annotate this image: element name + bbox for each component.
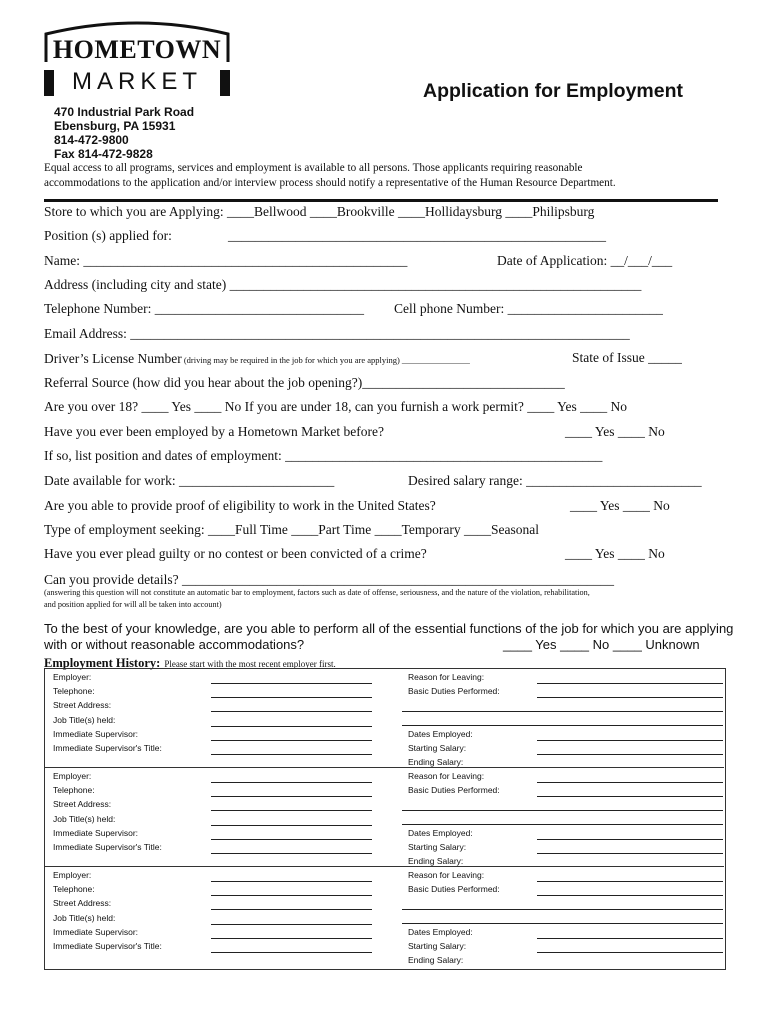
- employer-3-duties-label: Basic Duties Performed:: [408, 884, 500, 895]
- address-field[interactable]: Address (including city and state) _____________________________________________________________: [44, 277, 642, 292]
- employer-3-duties-line-2[interactable]: [402, 909, 723, 910]
- employer-3-employer-line[interactable]: [211, 881, 372, 882]
- employer-2-duties-line-1[interactable]: [537, 796, 723, 797]
- logo-right-block: [220, 70, 230, 96]
- employer-2-job-title-s-held-line[interactable]: [211, 825, 372, 826]
- employer-2-reason-label: Reason for Leaving:: [408, 771, 485, 781]
- employer-2-dates-label: Dates Employed:: [408, 828, 473, 838]
- essential-functions-line1: To the best of your knowledge, are you able to perform all of the essential functions of the job for which you are applying: [44, 621, 734, 636]
- employer-2-street-address-line[interactable]: [211, 810, 372, 811]
- employer-2-immediate-supervisor-line[interactable]: [211, 839, 372, 840]
- desired-salary-field[interactable]: Desired salary range: __________________________: [408, 473, 702, 488]
- employer-1-duties-line-2[interactable]: [402, 711, 723, 712]
- cell-phone-field[interactable]: Cell phone Number: _______________________: [394, 301, 663, 316]
- employer-1-job-title-s-held-label: Job Title(s) held:: [53, 714, 116, 725]
- employment-history-title: Employment History:: [44, 656, 161, 670]
- list-position-field[interactable]: If so, list position and dates of employment: _______________________________________________: [44, 448, 603, 463]
- employer-3-immediate-supervisor-line[interactable]: [211, 938, 372, 939]
- employer-3-duties-line-3[interactable]: [402, 923, 723, 924]
- employer-1-employer-line[interactable]: [211, 683, 372, 684]
- employer-1-reason-line[interactable]: [537, 683, 723, 684]
- state-of-issue-field[interactable]: State of Issue _____: [572, 350, 682, 365]
- details-field[interactable]: Can you provide details? ________________________________________________________________: [44, 572, 614, 587]
- page-title: Application for Employment: [423, 80, 684, 102]
- details-note-line1: (answering this question will not constitute an automatic bar to employment, factors such as date of offense, seriousness, and the nature of the violation, rehabilitation,: [44, 588, 590, 597]
- employer-2-ending-salary-label: Ending Salary:: [408, 856, 464, 867]
- employer-3-street-address-label: Street Address:: [53, 898, 112, 909]
- drivers-license-field[interactable]: [44, 350, 470, 368]
- address-phone: 814-472-9800: [54, 133, 129, 147]
- employer-2-starting-salary-line[interactable]: [537, 853, 723, 854]
- employer-1-starting-salary-label: Starting Salary:: [408, 743, 467, 754]
- drivers-license-label: Driver’s License Number: [44, 351, 182, 366]
- logo-hometown-text: HOMETOWN: [52, 35, 222, 64]
- employer-2-employer-label: Employer:: [53, 771, 92, 781]
- employer-1-telephone-line[interactable]: [211, 697, 372, 698]
- employment-type-question[interactable]: Type of employment seeking: ____Full Time ____Part Time ____Temporary ____Seasonal: [44, 522, 539, 537]
- employer-1-dates-line[interactable]: [537, 740, 723, 741]
- eligibility-question: Are you able to provide proof of eligibility to work in the United States?: [44, 498, 436, 513]
- address-city: Ebensburg, PA 15931: [54, 119, 176, 133]
- employer-1-immediate-supervisor-s-title-label: Immediate Supervisor's Title:: [53, 743, 162, 753]
- employer-1-duties-line-3[interactable]: [402, 725, 723, 726]
- employed-before-question: Have you ever been employed by a Hometown Market before?: [44, 424, 384, 439]
- employer-block-divider-2: [44, 866, 724, 867]
- equal-access-line1: Equal access to all programs, services and employment is available to all persons. Those applicants requiring reasonable: [44, 162, 583, 174]
- hometown-market-logo: [44, 18, 230, 100]
- employer-3-immediate-supervisor-s-title-line[interactable]: [211, 952, 372, 953]
- logo-left-block: [44, 70, 54, 96]
- conviction-yes-no[interactable]: ____ Yes ____ No: [565, 546, 665, 561]
- employer-2-dates-line[interactable]: [537, 839, 723, 840]
- position-label: Position (s) applied for:: [44, 228, 172, 243]
- employer-2-employer-line[interactable]: [211, 782, 372, 783]
- essential-functions-line2: with or without reasonable accommodations?: [44, 637, 305, 652]
- employer-3-starting-salary-label: Starting Salary:: [408, 941, 467, 952]
- store-question[interactable]: Store to which you are Applying: ____Bellwood ____Brookville ____Hollidaysburg ____Philipsburg: [44, 204, 595, 219]
- employer-3-immediate-supervisor-s-title-label: Immediate Supervisor's Title:: [53, 941, 162, 951]
- employer-1-starting-salary-line[interactable]: [537, 754, 723, 755]
- telephone-field[interactable]: Telephone Number: _______________________________: [44, 301, 365, 316]
- conviction-question: Have you ever plead guilty or no contest or been convicted of a crime?: [44, 546, 427, 561]
- employer-3-job-title-s-held-line[interactable]: [211, 924, 372, 925]
- employer-3-duties-line-1[interactable]: [537, 895, 723, 896]
- date-of-application-field[interactable]: Date of Application: __/___/___: [497, 253, 673, 268]
- employer-3-employer-label: Employer:: [53, 870, 92, 880]
- employer-1-duties-label: Basic Duties Performed:: [408, 686, 500, 697]
- position-field[interactable]: ________________________________________________________: [228, 228, 606, 243]
- logo-market-bar: [44, 70, 230, 96]
- over-18-question[interactable]: Are you over 18? ____ Yes ____ No If you are under 18, can you furnish a work permit? ____ Yes ____ No: [44, 399, 628, 414]
- employer-3-street-address-line[interactable]: [211, 909, 372, 910]
- employer-3-dates-label: Dates Employed:: [408, 927, 473, 937]
- employer-3-telephone-line[interactable]: [211, 895, 372, 896]
- employer-2-duties-line-3[interactable]: [402, 824, 723, 825]
- employer-3-immediate-supervisor-label: Immediate Supervisor:: [53, 926, 139, 937]
- essential-functions-yes-no[interactable]: ____ Yes ____ No ____ Unknown: [503, 637, 700, 652]
- employer-3-reason-line[interactable]: [537, 881, 723, 882]
- name-field[interactable]: Name: ________________________________________________: [44, 253, 408, 268]
- employer-3-dates-line[interactable]: [537, 938, 723, 939]
- employment-history-table: [44, 668, 726, 970]
- employer-3-ending-salary-label: Ending Salary:: [408, 955, 464, 966]
- employer-2-telephone-line[interactable]: [211, 796, 372, 797]
- drivers-license-note: (driving may be required in the job for which you are applying) ________________: [181, 355, 470, 365]
- employer-2-immediate-supervisor-s-title-line[interactable]: [211, 853, 372, 854]
- employer-1-street-address-label: Street Address:: [53, 700, 112, 711]
- employer-1-immediate-supervisor-label: Immediate Supervisor:: [53, 728, 139, 739]
- address-street: 470 Industrial Park Road: [54, 105, 195, 119]
- employer-1-employer-label: Employer:: [53, 672, 92, 682]
- equal-access-line2: accommodations to the application and/or interview process should notify a representative of the Human Resource Department.: [44, 177, 616, 189]
- address-fax: Fax 814-472-9828: [54, 147, 153, 161]
- employer-2-starting-salary-label: Starting Salary:: [408, 842, 467, 853]
- employer-2-reason-line[interactable]: [537, 782, 723, 783]
- employer-1-duties-line-1[interactable]: [537, 697, 723, 698]
- employer-2-duties-label: Basic Duties Performed:: [408, 785, 500, 796]
- employer-3-reason-label: Reason for Leaving:: [408, 870, 485, 880]
- employer-1-reason-label: Reason for Leaving:: [408, 672, 485, 682]
- employer-2-immediate-supervisor-label: Immediate Supervisor:: [53, 827, 139, 838]
- employer-1-job-title-s-held-line[interactable]: [211, 726, 372, 727]
- employer-3-telephone-label: Telephone:: [53, 884, 95, 895]
- employer-1-street-address-line[interactable]: [211, 711, 372, 712]
- employer-3-starting-salary-line[interactable]: [537, 952, 723, 953]
- employer-1-dates-label: Dates Employed:: [408, 729, 473, 739]
- employed-before-yes-no[interactable]: ____ Yes ____ No: [565, 424, 665, 439]
- employer-1-immediate-supervisor-line[interactable]: [211, 740, 372, 741]
- referral-source-field[interactable]: Referral Source (how did you hear about the job opening?)______________________________: [44, 375, 565, 390]
- logo-market-text: MARKET: [71, 68, 202, 95]
- employer-3-job-title-s-held-label: Job Title(s) held:: [53, 912, 116, 923]
- details-note-line2: and position applied for will all be taken into account): [44, 600, 222, 609]
- employer-2-job-title-s-held-label: Job Title(s) held:: [53, 813, 116, 824]
- employer-block-divider-1: [44, 767, 724, 768]
- employer-2-street-address-label: Street Address:: [53, 799, 112, 810]
- employer-2-immediate-supervisor-s-title-label: Immediate Supervisor's Title:: [53, 842, 162, 852]
- email-field[interactable]: Email Address: __________________________________________________________________________: [44, 326, 630, 341]
- eligibility-yes-no[interactable]: ____ Yes ____ No: [570, 498, 670, 513]
- employer-1-ending-salary-label: Ending Salary:: [408, 757, 464, 768]
- employer-2-duties-line-2[interactable]: [402, 810, 723, 811]
- date-available-field[interactable]: Date available for work: _______________________: [44, 473, 335, 488]
- employer-1-telephone-label: Telephone:: [53, 686, 95, 697]
- employment-history-note: Please start with the most recent employer first.: [164, 659, 336, 669]
- employer-2-telephone-label: Telephone:: [53, 785, 95, 796]
- employer-1-immediate-supervisor-s-title-line[interactable]: [211, 754, 372, 755]
- header-divider: [44, 199, 718, 202]
